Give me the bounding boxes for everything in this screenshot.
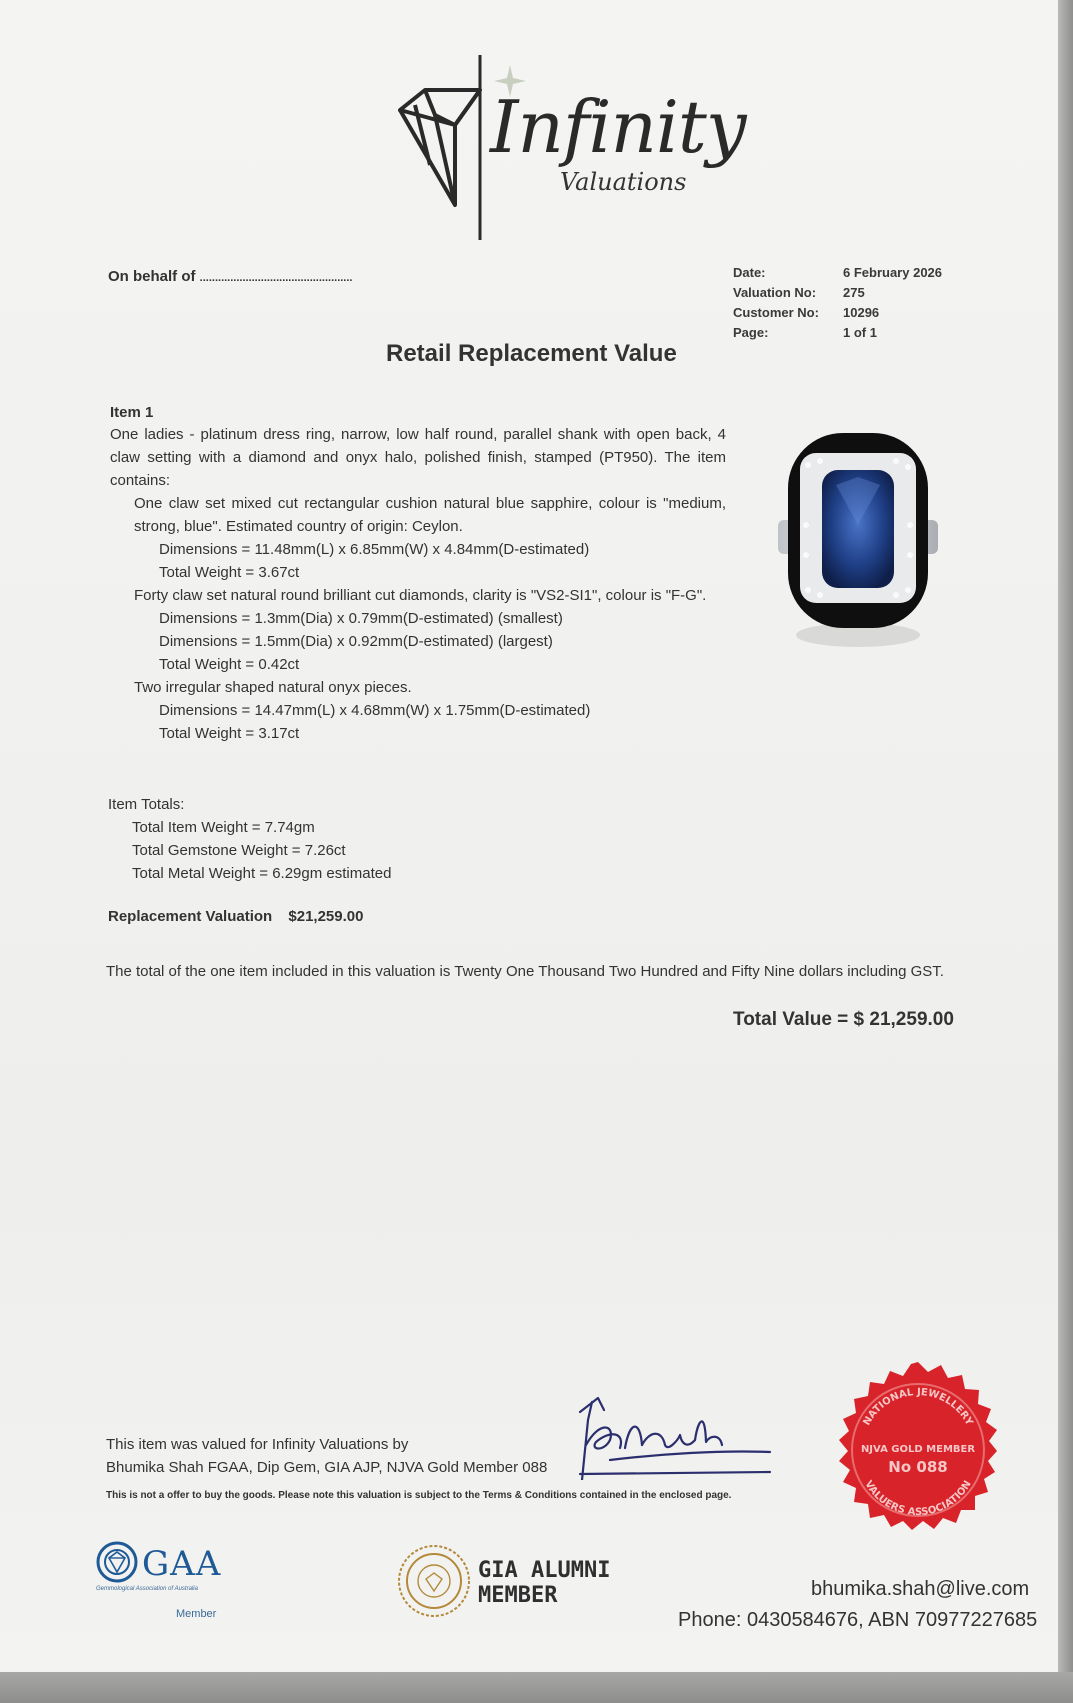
gia-line-1: GIA ALUMNI <box>478 1558 611 1583</box>
on-behalf-of <box>108 268 352 285</box>
seal-number-text: No 088 <box>888 1458 948 1476</box>
diamonds-weight: Total Weight = 0.42ct <box>159 656 300 673</box>
meta-row-valuation-no <box>733 285 942 305</box>
gaa-full-name: Gemmological Association of Australia <box>96 1586 198 1592</box>
diamonds-dimensions-smallest: Dimensions = 1.3mm(Dia) x 0.79mm(D-estimated) (smallest) <box>159 610 563 627</box>
valuer-line-1: This item was valued for Infinity Valuations by <box>106 1436 409 1453</box>
item-totals <box>108 793 391 885</box>
valuer-statement <box>106 1433 566 1479</box>
seal-top-text: NATIONAL JEWELLERY <box>861 1386 975 1428</box>
meta-value: 6 February 2026 <box>843 265 943 280</box>
total-value: Total Value = $ 21,259.00 <box>733 1009 954 1030</box>
replacement-valuation <box>108 905 363 928</box>
brand-title: Infinity <box>490 85 746 169</box>
item-label: Item 1 <box>110 404 154 421</box>
item-description-block <box>110 423 726 745</box>
meta-key: Page: <box>733 325 769 340</box>
contact-email[interactable]: bhumika.shah@live.com <box>811 1578 1030 1600</box>
disclaimer: This is not a offer to buy the goods. Please note this valuation is subject to the Terms & Conditions contained in the enclosed page. <box>106 1490 732 1501</box>
meta-value: 10296 <box>843 305 880 320</box>
meta-value: 1 of 1 <box>843 325 877 340</box>
totals-header: Item Totals: <box>108 796 185 813</box>
brand-subtitle: Valuations <box>560 168 687 196</box>
njva-seal-icon <box>828 1360 1008 1540</box>
diamonds-dimensions-largest: Dimensions = 1.5mm(Dia) x 0.92mm(D-estimated) (largest) <box>159 633 553 650</box>
document-title: Retail Replacement Value <box>386 340 677 367</box>
on-behalf-label: On behalf of <box>108 268 196 285</box>
meta-key: Date: <box>733 265 766 280</box>
valuer-line-2: Bhumika Shah FGAA, Dip Gem, GIA AJP, NJVA Gold Member 088 <box>106 1459 548 1476</box>
seal-bottom-text: VALUERS ASSOCIATION <box>862 1478 974 1519</box>
ring-photo <box>778 425 938 655</box>
seal-member-text: NJVA GOLD MEMBER <box>860 1444 976 1455</box>
replacement-value: $21,259.00 <box>288 908 364 925</box>
gia-line-2: MEMBER <box>478 1583 558 1608</box>
onyx-weight: Total Weight = 3.17ct <box>159 725 300 742</box>
replacement-label: Replacement Valuation <box>108 908 273 925</box>
total-item-weight: Total Item Weight = 7.74gm <box>132 819 315 836</box>
sapphire-weight: Total Weight = 3.67ct <box>159 564 300 581</box>
onyx-description: Two irregular shaped natural onyx pieces. <box>134 679 412 696</box>
gaa-name: GAA <box>142 1544 222 1584</box>
gaa-logo-icon <box>95 1540 139 1584</box>
total-gemstone-weight: Total Gemstone Weight = 7.26ct <box>132 842 346 859</box>
meta-key: Valuation No: <box>733 285 817 300</box>
contact-phone: Phone: 0430584676, ABN 70977227685 <box>678 1609 1038 1631</box>
signature <box>570 1390 780 1480</box>
on-behalf-dots: .................................................. <box>199 272 353 284</box>
sapphire-description: One claw set mixed cut rectangular cushion natural blue sapphire, colour is "medium, strong, blue". Estimated country of origin: Ceylon. <box>134 495 726 535</box>
meta-value: 275 <box>843 285 865 300</box>
meta-row-date <box>733 265 942 285</box>
valuation-summary: The total of the one item included in this valuation is Twenty One Thousand Two Hundred and Fifty Nine dollars including GST. <box>106 963 944 980</box>
gaa-member-label: Member <box>176 1608 217 1620</box>
total-metal-weight: Total Metal Weight = 6.29gm estimated <box>132 865 392 882</box>
photo-bottom-edge <box>0 1672 1073 1703</box>
diamonds-description: Forty claw set natural round brilliant cut diamonds, clarity is "VS2-SI1", colour is "F-G". <box>134 587 707 604</box>
meta-row-page <box>733 325 942 345</box>
onyx-dimensions: Dimensions = 14.47mm(L) x 4.68mm(W) x 1.75mm(D-estimated) <box>159 702 591 719</box>
gia-alumni-text <box>478 1558 610 1608</box>
sapphire-dimensions: Dimensions = 11.48mm(L) x 6.85mm(W) x 4.84mm(D-estimated) <box>159 541 590 558</box>
item-description: One ladies - platinum dress ring, narrow, low half round, parallel shank with open back, 4 claw setting with a diamond and onyx halo, polished finish, stamped (PT950). The item contains: <box>110 426 726 489</box>
photo-edge <box>1058 0 1073 1703</box>
gia-alumni-seal-icon <box>396 1543 472 1619</box>
document-meta <box>733 265 942 345</box>
meta-row-customer-no <box>733 305 942 325</box>
meta-key: Customer No: <box>733 305 819 320</box>
